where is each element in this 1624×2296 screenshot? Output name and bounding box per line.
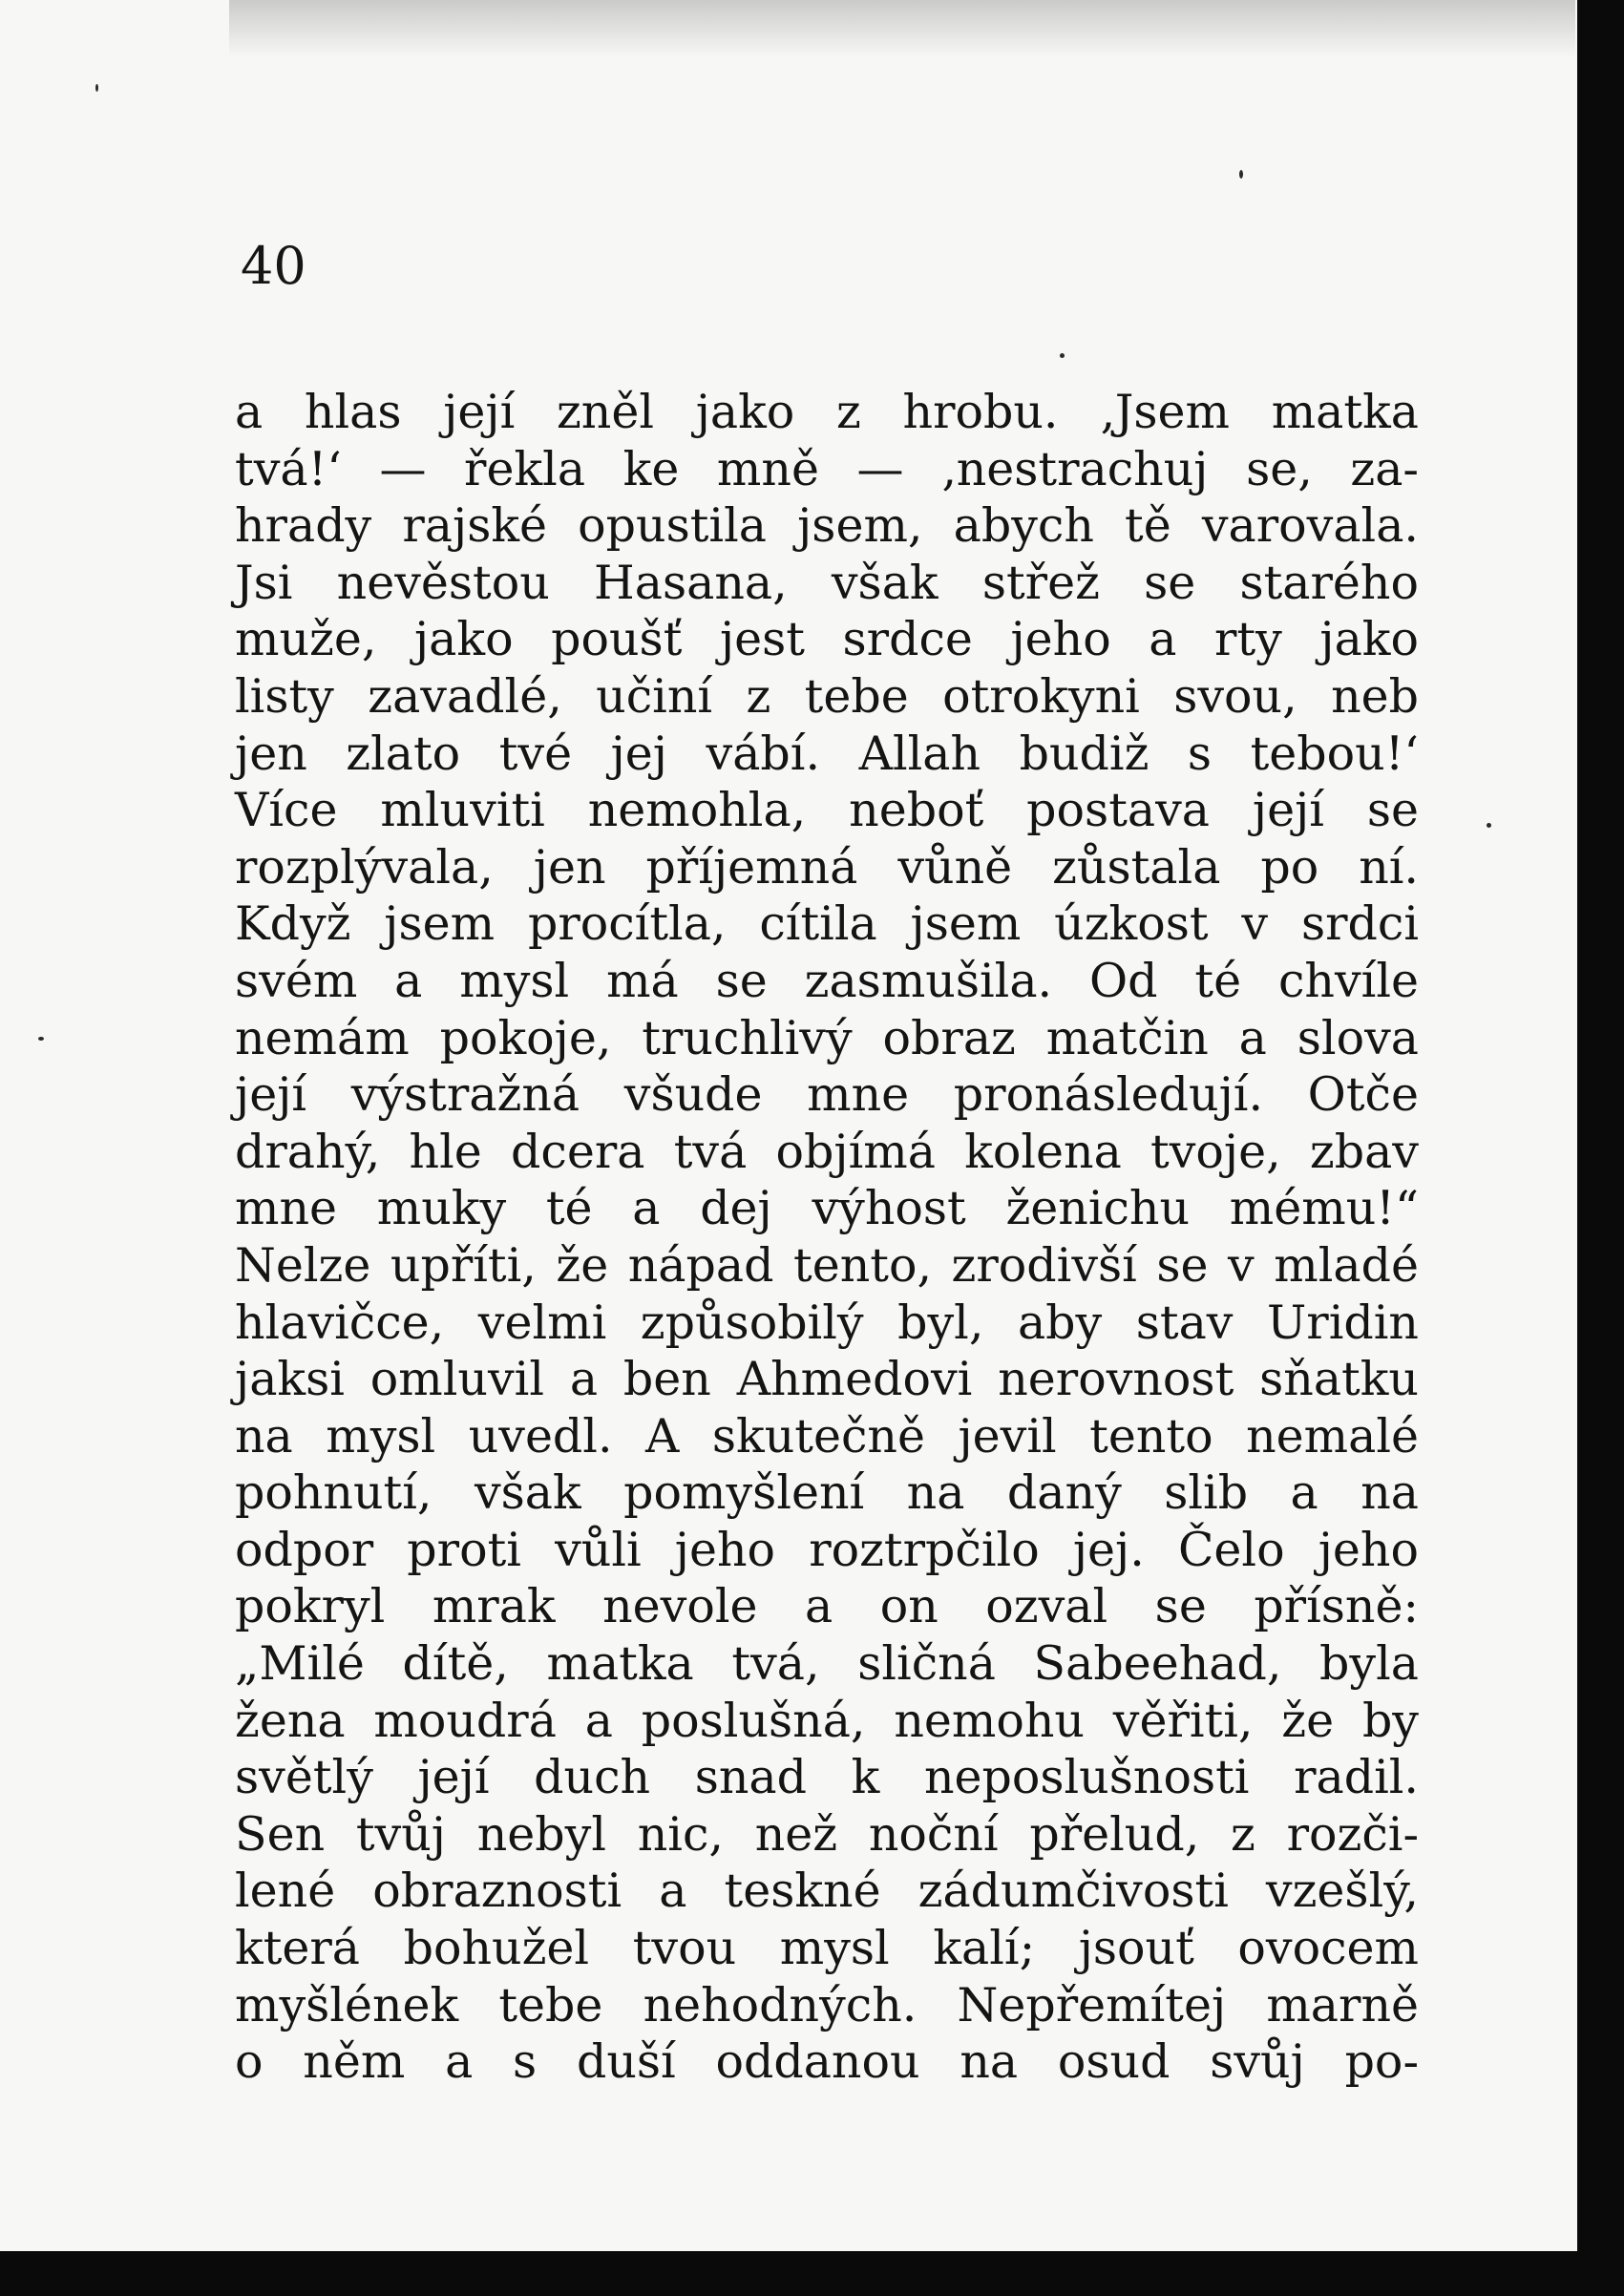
text-line: na mysl uvedl. A skutečně jevil tento nemalé [235, 1408, 1419, 1464]
text-line: Když jsem procítla, cítila jsem úzkost v srdci [235, 896, 1419, 952]
text-line: její výstražná všude mne pronásledují. Otče [235, 1067, 1419, 1123]
scan-border-right [1577, 0, 1624, 2296]
text-line: hlavičce, velmi způsobilý byl, aby stav Uridin [235, 1295, 1419, 1350]
text-line: světlý její duch snad k neposlušnosti radil. [235, 1750, 1419, 1805]
text-line: Sen tvůj nebyl nic, než noční přelud, z rozči- [235, 1806, 1419, 1862]
text-line: muže, jako poušť jest srdce jeho a rty jako [235, 612, 1419, 667]
text-line: která bohužel tvou mysl kalí; jsouť ovocem [235, 1921, 1419, 1976]
text-line: myšlének tebe nehodných. Nepřemítej marně [235, 1977, 1419, 2033]
text-line: odpor proti vůli jeho roztrpčilo jej. Čelo jeho [235, 1522, 1419, 1577]
text-line: drahý, hle dcera tvá objímá kolena tvoje, zbav [235, 1124, 1419, 1179]
text-line: hrady rajské opustila jsem, abych tě varovala. [235, 498, 1419, 554]
text-line: lené obraznosti a teskné zádumčivosti vzešlý, [235, 1864, 1419, 1919]
scan-speck [1060, 353, 1065, 358]
text-line: Jsi nevěstou Hasana, však střež se starého [235, 555, 1419, 610]
scan-speck [1487, 823, 1491, 828]
text-line: žena moudrá a poslušná, nemohu věřiti, že by [235, 1693, 1419, 1748]
scan-border-bottom [0, 2251, 1624, 2296]
page-number: 40 [241, 236, 306, 296]
scan-speck [95, 84, 98, 92]
text-line: o něm a s duší oddanou na osud svůj po- [235, 2034, 1419, 2090]
text-line: jen zlato tvé jej vábí. Allah budiž s tebou!‘ [235, 726, 1419, 781]
text-line: svém a mysl má se zasmušila. Od té chvíle [235, 953, 1419, 1008]
text-line: Nelze upříti, že nápad tento, zrodivší se v mladé [235, 1237, 1419, 1293]
text-line: mne muky té a dej výhost ženichu mému!“ [235, 1181, 1419, 1236]
text-line: listy zavadlé, učiní z tebe otrokyni svou, neb [235, 668, 1419, 724]
scan-shadow [229, 0, 1575, 57]
scan-speck [1239, 170, 1243, 179]
text-line: nemám pokoje, truchlivý obraz matčin a slova [235, 1010, 1419, 1065]
text-line: tvá!‘ — řekla ke mně — ‚nestrachuj se, za- [235, 441, 1419, 496]
scan-speck [38, 1037, 44, 1041]
text-line: jaksi omluvil a ben Ahmedovi nerovnost sňatku [235, 1352, 1419, 1407]
text-line: „Milé dítě, matka tvá, sličná Sabeehad, byla [235, 1636, 1419, 1692]
text-line: a hlas její zněl jako z hrobu. ‚Jsem matka [235, 385, 1419, 439]
text-line: pokryl mrak nevole a on ozval se přísně: [235, 1579, 1419, 1634]
text-line: Více mluviti nemohla, neboť postava její se [235, 783, 1419, 838]
body-text [235, 384, 1419, 2091]
text-line: rozplývala, jen příjemná vůně zůstala po ní. [235, 839, 1419, 895]
text-line: pohnutí, však pomyšlení na daný slib a na [235, 1465, 1419, 1521]
